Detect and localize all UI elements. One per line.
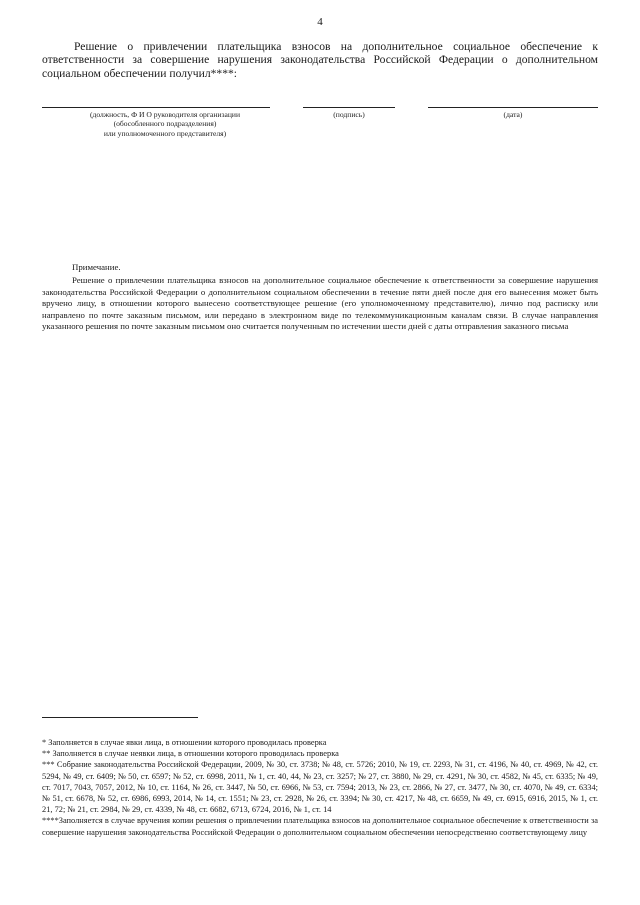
note-title: Примечание. bbox=[72, 262, 121, 272]
footnote-1: * Заполняется в случае явки лица, в отношении которого проводилась проверка bbox=[42, 738, 327, 747]
note-text: Решение о привлечении плательщика взносов на дополнительное социальное обеспечение к ответственности за совершение нарушения законодательства Российской Федерации о дополнительном социальном обеспечении в течение пяти дней после дня его вынесения может быть вручено лицу, в отношении которого вынесено соответствующее решение (его уполномоченному представителю), лично под расписку или направлено по почте заказным письмом, или передано в электронном виде по телекоммуникационным каналам связи. В случае направления указанного решения по почте заказным письмом оно считается полученным по истечении шести дней с даты отправления заказного письма bbox=[42, 275, 598, 332]
position-caption-line-1: (должность, Ф И О руководителя организации bbox=[89, 110, 241, 119]
date-line bbox=[428, 107, 598, 108]
signature-line bbox=[303, 107, 395, 108]
position-signature-line bbox=[42, 107, 270, 108]
footnotes bbox=[42, 737, 598, 838]
decision-heading: Решение о привлечении плательщика взносов на дополнительное социальное обеспечение к ответственности за совершение нарушения законодательства Российской Федерации о дополнительном социальном обеспечении получил****: bbox=[42, 40, 598, 80]
footnote-separator bbox=[42, 717, 198, 718]
position-caption-line-2: (обособленного подразделения) bbox=[113, 119, 217, 129]
position-caption-line-3: или уполномоченного представителя) bbox=[103, 128, 227, 138]
footnote-2: ** Заполняется в случае неявки лица, в отношении которого проводилась проверка bbox=[42, 749, 339, 759]
footnote-4: ****Заполняется в случае вручения копии решения о привлечении плательщика взносов на дополнительное социальное обеспечение к ответственности за совершение нарушения законодательства Российской Федерации о дополнительном социальном обеспечении непосредственно соответствующему лицу bbox=[42, 816, 598, 837]
position-caption bbox=[42, 110, 288, 138]
page-number: 4 bbox=[317, 16, 323, 28]
footnote-3: *** Собрание законодательства Российской Федерации, 2009, № 30, ст. 3738; № 48, ст. 5726; 2010, № 19, ст. 2293, № 31, ст. 4196, № 40, ст. 4969, № 42, ст. 5294, № 49, ст. 6409; № 50, ст. 6597; № 52, ст. 6998, 2011, № 1, ст. 40, 44, № 23, ст. 3257; № 27, ст. 3880, № 29, ст. 4291, № 30, ст. 4582, № 45, ст. 6335; № 49, ст. 7017, 7043, 7057, 2012, № 10, ст. 1164, № 26, ст. 3447, № 50, ст. 6966, № 53, ст. 7594; 2013, № 23, ст. 2866, № 27, ст. 3477, № 30, ст. 4070, № 49, ст. 6334; № 51, ст. 6678, № 52, ст. 6986, 6993, 2014, № 14, ст. 1551; № 23, ст. 2928, № 26, ст. 3394; № 30, ст. 4217, № 48, ст. 6659, № 49, ст. 6915, 6916, 2015, № 1, ст. 21, 72; № 21, ст. 2984, № 29, ст. 4339, № 48, ст. 6682, 6713, 6724, 2016, № 1, ст. 14 bbox=[42, 760, 598, 815]
date-caption: (дата) bbox=[503, 110, 523, 119]
signature-caption: (подпись) bbox=[333, 110, 365, 119]
